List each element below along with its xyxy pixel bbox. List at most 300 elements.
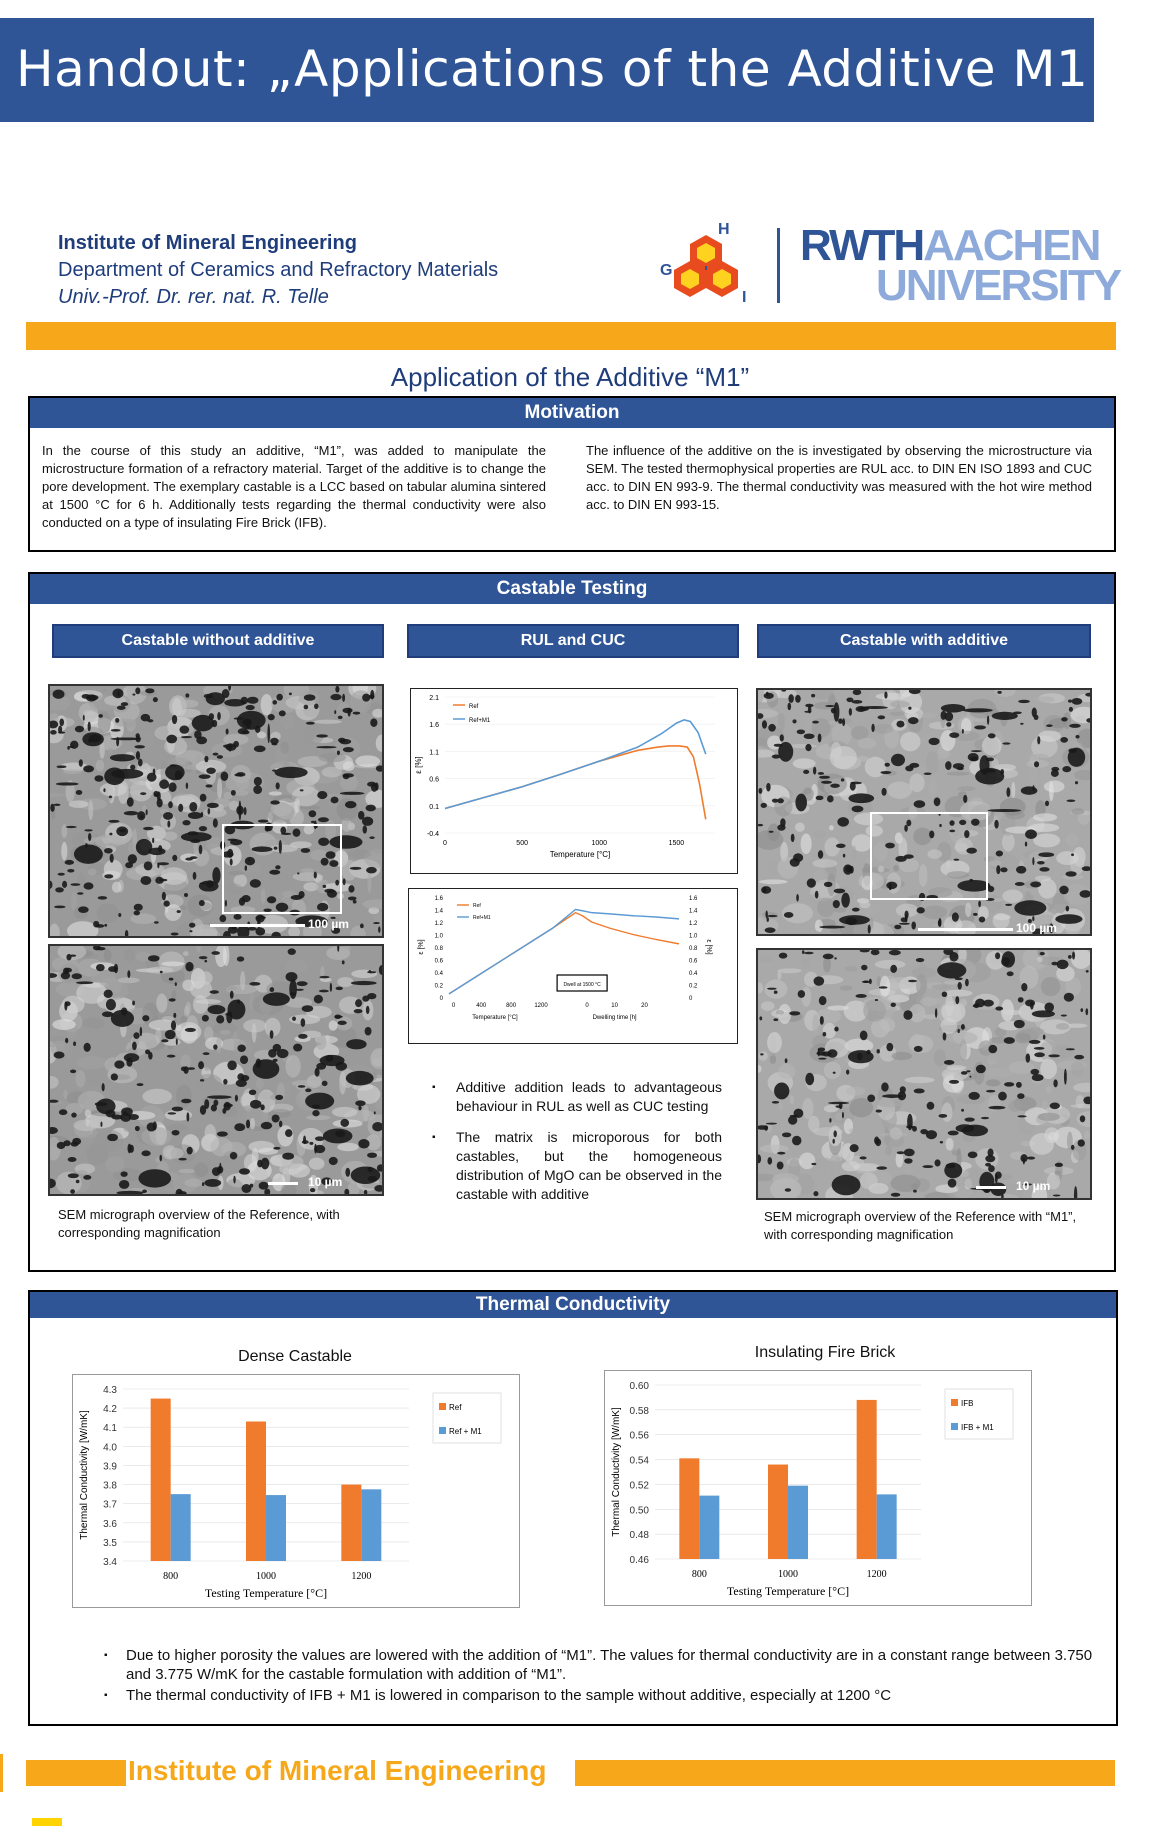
sem-pore: [132, 1001, 135, 1006]
sem-grain: [179, 1169, 196, 1173]
sem-pore: [117, 706, 126, 710]
sem-grain: [1039, 1041, 1058, 1061]
cuc-x-tick-right: 20: [641, 1003, 648, 1009]
sem-pore: [987, 715, 989, 725]
sem-grain: [332, 1107, 357, 1117]
sem-pore: [298, 1085, 306, 1088]
scale-bar: [918, 928, 1013, 931]
sem-pore: [198, 1061, 204, 1069]
sem-grain: [306, 1115, 330, 1120]
sem-grain: [1041, 977, 1061, 996]
sem-pore: [852, 908, 860, 912]
sem-pore: [855, 994, 866, 998]
sem-pore: [160, 971, 163, 974]
sem-pore: [189, 802, 197, 812]
sem-pore: [163, 812, 173, 820]
sem-grain: [824, 1062, 841, 1080]
sem-pore: [945, 761, 951, 770]
sem-grain: [61, 824, 67, 838]
sem-pore: [98, 714, 102, 718]
sem-pore: [899, 923, 910, 925]
sem-pore: [1018, 700, 1030, 703]
cuc-x-tick: 800: [506, 1003, 517, 1009]
sem-pore: [1016, 1082, 1022, 1088]
sem-pore: [172, 1107, 183, 1112]
sem-pore: [825, 705, 835, 707]
sem-pore: [186, 782, 188, 788]
sem-pore: [71, 1112, 76, 1117]
sem-pore: [904, 911, 908, 919]
sem-pore: [882, 1094, 903, 1098]
sem-grain: [1038, 879, 1057, 899]
sem-pore: [944, 1060, 954, 1065]
sem-grain: [941, 1018, 958, 1034]
sem-pore: [64, 1001, 67, 1010]
sem-grain: [1066, 833, 1079, 846]
sem-pore: [134, 904, 143, 911]
sem-pore: [338, 738, 346, 743]
sem-grain: [829, 825, 834, 830]
sem-pore: [346, 1071, 374, 1086]
sem-pore: [119, 1180, 129, 1189]
tc-y-tick: 3.7: [103, 1499, 117, 1511]
sem-pore: [971, 750, 982, 752]
sem-pore: [67, 869, 74, 872]
sem-grain: [793, 758, 816, 768]
sem-pore: [185, 1028, 196, 1032]
sem-pore: [1001, 957, 1010, 966]
scale-bar: [268, 1182, 298, 1185]
thermal-bullet-1: ▪ Due to higher porosity the values are lowered with the addition of “M1”. The values for thermal conductivity are in a constant range between 3.750 and 3.775 W/mK for the castable formulation with addition of “M1”.: [96, 1646, 1106, 1684]
sem-grain: [63, 1090, 67, 1099]
sem-grain: [957, 786, 975, 791]
sem-pore: [805, 1073, 814, 1085]
sem-grain: [813, 830, 826, 838]
sem-pore: [330, 983, 332, 992]
sem-pore: [904, 1158, 912, 1163]
sem-pore: [348, 896, 357, 900]
sem-pore: [62, 881, 67, 888]
sem-pore: [126, 1058, 132, 1067]
sem-pore: [948, 1179, 957, 1188]
castable-bullet-2: ▪ The matrix is microporous for both castables, but the homogeneous distribution of MgO can be observed in the castable with additive: [426, 1128, 722, 1204]
sem-pore: [823, 1032, 827, 1036]
sem-pore: [1004, 1037, 1015, 1044]
sem-pore: [909, 763, 919, 768]
sem-pore: [1030, 881, 1041, 887]
dense-castable-chart: [73, 1375, 519, 1607]
tc-x-tick: 800: [163, 1571, 179, 1582]
sem-pore: [370, 718, 377, 727]
sem-grain: [1071, 1061, 1084, 1076]
sem-grain: [61, 842, 67, 860]
sem-pore: [767, 988, 777, 990]
sem-pore: [958, 982, 962, 990]
sem-pore: [323, 1129, 353, 1144]
sem-pore: [897, 1151, 905, 1154]
sem-pore: [367, 1152, 377, 1157]
sem-pore: [765, 927, 776, 933]
sem-pore: [208, 808, 211, 814]
sem-pore: [135, 687, 140, 694]
sem-pore: [1032, 857, 1034, 865]
sem-grain: [759, 1051, 768, 1060]
sem-pore: [1076, 735, 1080, 738]
sem-pore: [1027, 1156, 1035, 1159]
sem-pore: [65, 1038, 68, 1043]
sem-grain: [300, 805, 321, 809]
sem-pore: [309, 810, 317, 817]
ghi-logo: [660, 222, 755, 307]
sem-pore: [312, 1105, 320, 1109]
sem-pore: [360, 924, 364, 929]
sem-pore: [842, 718, 845, 726]
sem-grain: [77, 1056, 107, 1069]
sem-pore: [985, 1163, 991, 1167]
tc-y-tick: 3.5: [103, 1537, 117, 1549]
cuc-y-tick-right: 1.0: [689, 933, 698, 940]
sem-grain: [857, 738, 876, 749]
sem-pore: [109, 795, 112, 798]
sem-pore: [192, 715, 214, 731]
sem-grain: [329, 1020, 338, 1030]
sem-pore: [1017, 1115, 1026, 1117]
sem-grain: [294, 798, 299, 813]
sem-grain: [234, 790, 249, 795]
cuc-x-label: Temperature [°C]: [472, 1015, 518, 1021]
sem-pore: [263, 992, 290, 1006]
sem-grain: [887, 977, 916, 989]
tc-legend-swatch: [951, 1399, 958, 1406]
sem-grain: [1038, 1113, 1060, 1121]
sem-pore: [342, 694, 345, 702]
sem-pore: [270, 987, 275, 992]
sem-pore: [914, 1088, 925, 1093]
sem-grain: [97, 903, 120, 923]
sem-pore: [1039, 867, 1049, 872]
sem-pore: [948, 1131, 959, 1136]
sem-pore: [146, 809, 148, 815]
sem-pore: [378, 926, 380, 932]
sem-pore: [984, 1190, 990, 1193]
sem-pore: [167, 820, 170, 827]
sem-grain: [195, 1074, 222, 1092]
sem-pore: [141, 1150, 150, 1156]
sem-pore: [365, 1027, 372, 1036]
sem-pore: [75, 726, 84, 733]
sem-pore: [827, 1049, 837, 1057]
cuc-y-tick-right: 0.4: [689, 971, 698, 977]
tc-y-tick: 4.1: [103, 1423, 117, 1435]
sem-pore: [373, 922, 380, 924]
rul-x-tick: 1500: [668, 840, 685, 847]
sem-pore: [764, 1125, 768, 1130]
sem-pore: [908, 717, 918, 724]
sem-pore: [916, 958, 925, 962]
sem-pore: [1040, 952, 1045, 955]
sem-pore: [1020, 1154, 1027, 1162]
sem-grain: [887, 782, 912, 799]
sem-pore: [120, 1171, 127, 1177]
sem-pore: [223, 1079, 227, 1085]
sem-pore: [1053, 1079, 1057, 1087]
sem-pore: [121, 702, 128, 706]
sem-grain: [1014, 748, 1020, 756]
sem-pore: [961, 1109, 964, 1112]
sem-pore: [369, 836, 374, 839]
sem-pore: [833, 1072, 836, 1074]
sem-pore: [996, 865, 1000, 874]
sem-pore: [804, 952, 814, 955]
sem-grain: [1009, 1100, 1022, 1112]
sem-pore: [154, 921, 159, 923]
sem-pore: [846, 697, 853, 702]
sem-grain: [184, 1179, 202, 1188]
sem-grain: [776, 1010, 784, 1015]
sem-pore: [1066, 1048, 1075, 1050]
sem-pore: [170, 764, 177, 766]
sem-grain: [802, 1098, 813, 1119]
scale-bar: [210, 924, 305, 927]
scale-label-10: 10 µm: [1016, 1179, 1051, 1193]
sem-grain: [223, 986, 237, 990]
tc-bar-ifb-m1-1000: [788, 1486, 808, 1559]
sem-pore: [111, 1073, 118, 1080]
sem-pore: [194, 730, 201, 739]
sem-pore: [1007, 971, 1014, 976]
cuc-x-tick-right: 10: [611, 1003, 618, 1009]
tc-y-tick: 0.52: [629, 1480, 649, 1492]
sem-pore: [988, 1045, 997, 1053]
sem-pore: [366, 805, 376, 812]
sem-pore: [1034, 715, 1039, 720]
sem-pore: [1017, 1093, 1024, 1099]
sem-grain: [965, 903, 971, 917]
sem-pore: [1085, 1008, 1088, 1015]
sem-pore: [94, 775, 103, 782]
sem-grain: [156, 994, 167, 1013]
thermal-bullets: [96, 1646, 1106, 1707]
sem-grain: [919, 962, 926, 976]
col-head-with-additive: Castable with additive: [757, 624, 1091, 658]
sem-grain: [176, 1085, 192, 1108]
sem-grain: [792, 1150, 799, 1157]
sem-pore: [1071, 853, 1074, 856]
sem-pore: [820, 1016, 824, 1025]
sem-pore: [362, 995, 369, 1001]
sem-pore: [348, 885, 354, 892]
sem-pore: [186, 1112, 189, 1121]
sem-pore: [779, 953, 787, 959]
sem-grain: [892, 1052, 912, 1060]
sem-pore: [221, 772, 229, 781]
sem-pore: [1053, 1194, 1061, 1196]
sem-grain: [922, 905, 947, 919]
sem-pore: [804, 711, 811, 713]
sem-pore: [336, 1062, 348, 1071]
sem-pore: [237, 956, 244, 961]
sem-pore: [255, 916, 266, 920]
sem-pore: [244, 807, 247, 815]
sem-pore: [82, 732, 104, 746]
sem-pore: [106, 999, 116, 1010]
sem-pore: [354, 1009, 363, 1013]
sem-pore: [850, 782, 856, 791]
sem-grain: [266, 802, 295, 823]
sem-pore: [148, 955, 160, 961]
caption-reference: SEM micrograph overview of the Reference, with corresponding magnification: [58, 1207, 340, 1240]
sem-grain: [212, 1023, 237, 1035]
rul-y-tick: 0.1: [429, 803, 439, 811]
tc-legend-label: IFB + M1: [961, 1423, 994, 1432]
castable-testing-heading: Castable Testing: [30, 574, 1114, 604]
sem-grain: [88, 787, 99, 794]
sem-grain: [95, 1130, 123, 1152]
sem-pore: [53, 690, 65, 699]
sem-grain: [77, 872, 85, 894]
sem-pore: [162, 892, 166, 901]
tc-legend-swatch: [439, 1403, 446, 1410]
sem-pore: [125, 862, 133, 868]
sem-pore: [268, 1049, 277, 1058]
sem-grain: [800, 958, 811, 968]
sem-grain: [934, 1049, 946, 1066]
sem-grain: [350, 690, 371, 713]
ghi-letter-g: G: [660, 262, 673, 279]
sem-grain: [1011, 782, 1015, 798]
sem-pore: [167, 1112, 176, 1114]
sem-pore: [270, 800, 280, 804]
rul-y-tick: -0.4: [426, 831, 439, 838]
header-orange-bar: [26, 322, 1116, 350]
sem-pore: [167, 1055, 176, 1058]
sem-pore: [785, 1058, 788, 1063]
sem-pore: [366, 1006, 370, 1014]
tc-y-tick: 3.8: [103, 1480, 117, 1492]
tc-legend-label: IFB: [961, 1399, 974, 1408]
sem-pore: [792, 719, 796, 723]
sem-pore: [335, 1015, 343, 1018]
sem-pore: [914, 800, 926, 808]
sem-pore: [104, 768, 125, 786]
sem-pore: [118, 913, 121, 917]
scale-label-100: 100 µm: [1016, 921, 1057, 935]
sem-pore: [226, 1011, 232, 1023]
sem-pore: [366, 867, 377, 873]
cuc-y-tick-right: 0.8: [689, 946, 698, 952]
sem-pore: [832, 1139, 834, 1144]
sem-pore: [355, 1100, 365, 1106]
sem-grain: [104, 949, 112, 962]
sem-pore: [1051, 767, 1059, 771]
sem-grain: [831, 742, 842, 761]
sem-pore: [70, 1189, 75, 1194]
cuc-y-tick: 0.8: [434, 946, 443, 952]
sem-pore: [374, 1111, 376, 1114]
cuc-y-tick: 0.6: [434, 958, 443, 965]
sem-pore: [962, 729, 964, 734]
sem-pore: [1061, 717, 1068, 721]
sem-pore: [238, 728, 248, 734]
cuc-y-tick-right: 1.4: [689, 908, 698, 915]
tc-bar-ref-m1-1000: [266, 1495, 286, 1561]
sem-pore: [270, 1030, 274, 1039]
sem-pore: [358, 1106, 361, 1111]
sem-grain: [233, 1031, 237, 1044]
sem-pore: [894, 925, 901, 930]
sem-pore: [83, 1175, 91, 1180]
castable-bullets: [426, 1078, 722, 1216]
sem-pore: [889, 950, 901, 955]
sem-grain: [73, 1120, 98, 1132]
scale-label-10: 10 µm: [308, 1175, 343, 1189]
sem-pore: [236, 1079, 247, 1087]
sem-pore: [282, 1153, 294, 1160]
cuc-y-tick: 0.4: [434, 971, 443, 977]
sem-pore: [201, 812, 203, 818]
sem-grain: [875, 960, 906, 969]
sem-pore: [819, 996, 827, 1005]
sem-pore: [943, 1032, 947, 1040]
sem-pore: [937, 962, 966, 978]
sem-pore: [758, 788, 762, 794]
sem-pore: [319, 976, 329, 979]
sem-pore: [1006, 787, 1010, 797]
sem-grain: [960, 1039, 967, 1062]
sem-pore: [1038, 852, 1054, 857]
sem-pore: [813, 1191, 818, 1196]
sem-pore: [370, 690, 374, 700]
sem-pore: [235, 1095, 238, 1102]
sem-pore: [761, 803, 767, 808]
sem-pore: [317, 791, 327, 799]
sem-pore: [187, 1067, 195, 1070]
footer-bar-right: [575, 1760, 1115, 1786]
sem-pore: [208, 1005, 226, 1014]
ghi-letter-h: H: [718, 222, 730, 238]
cuc-x-label-right: Dwelling time [h]: [592, 1015, 637, 1021]
sem-pore: [816, 796, 824, 800]
tc-y-tick: 0.58: [629, 1405, 649, 1417]
sem-grain: [845, 966, 858, 971]
sem-pore: [852, 806, 864, 813]
cuc-x-tick: 1200: [534, 1003, 548, 1009]
scale-label-100: 100 µm: [308, 917, 349, 931]
sem-pore: [934, 1159, 940, 1166]
sem-grain: [874, 724, 894, 734]
sem-pore: [1064, 993, 1074, 1002]
sem-pore: [272, 700, 277, 705]
sem-pore: [84, 829, 92, 831]
sem-pore: [225, 743, 236, 750]
sem-pore: [178, 1158, 186, 1161]
sem-grain: [795, 823, 805, 832]
sem-pore: [969, 1092, 980, 1100]
sem-pore: [204, 1179, 221, 1187]
sem-pore: [168, 801, 173, 808]
sem-pore: [1067, 800, 1076, 803]
sem-grain: [801, 833, 812, 854]
sem-pore: [204, 960, 207, 963]
sem-pore: [834, 1027, 838, 1032]
sem-pore: [1025, 842, 1027, 847]
sem-pore: [136, 751, 140, 760]
sem-pore: [83, 765, 94, 772]
sem-pore: [1021, 983, 1027, 991]
sem-pore: [58, 873, 65, 876]
sem-pore: [1014, 1020, 1025, 1028]
sem-pore: [181, 736, 192, 738]
